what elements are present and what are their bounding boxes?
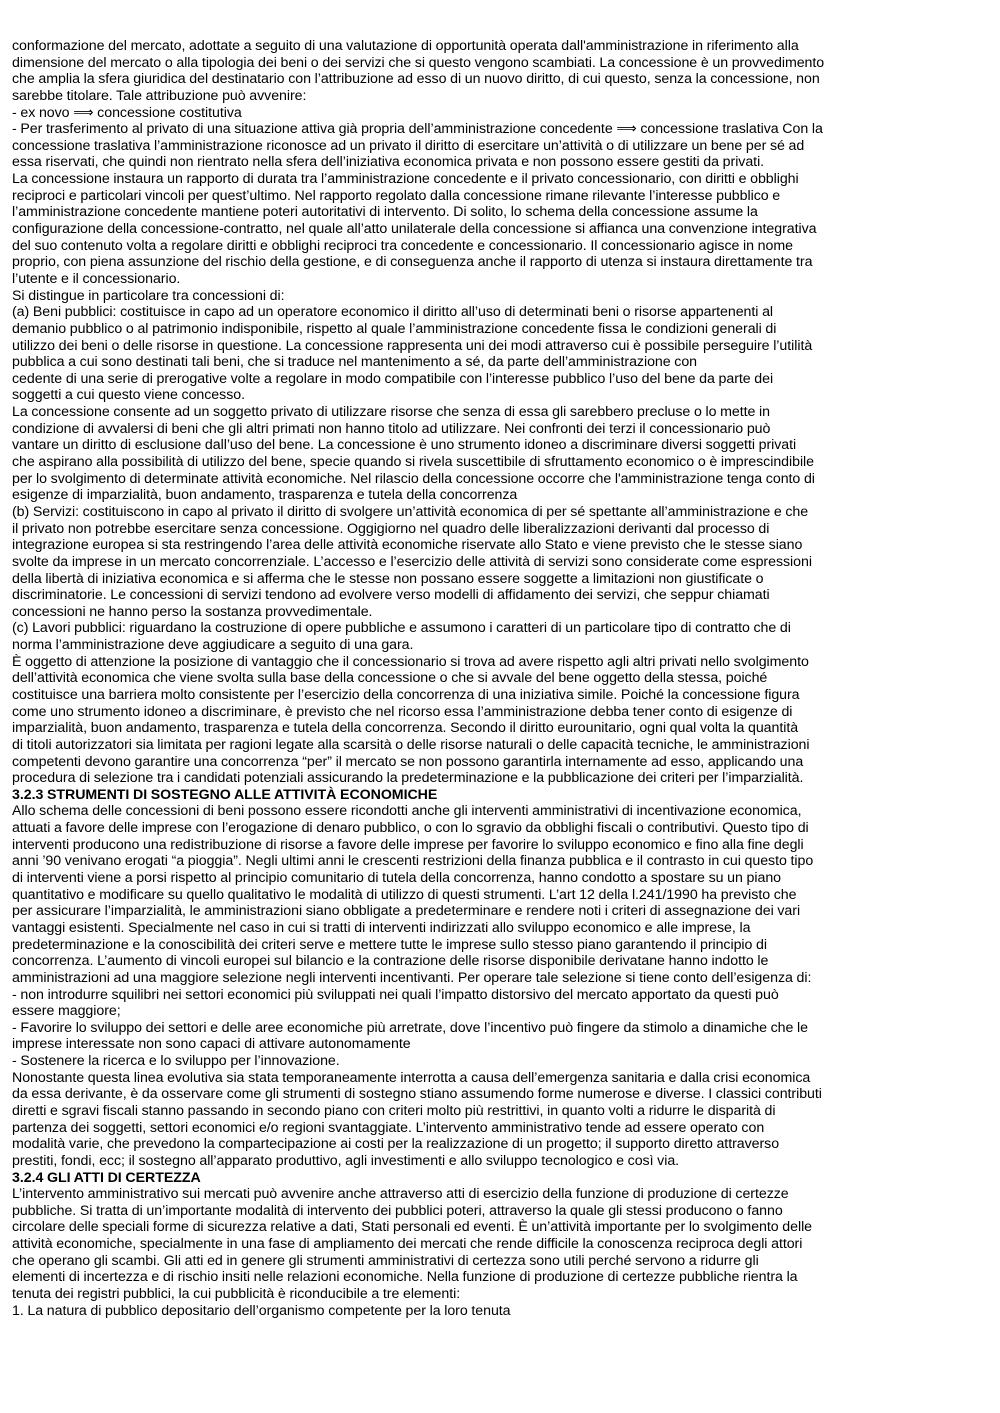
text-line: predeterminazione e la conoscibilità dei criteri serve e mettere tutte le imprese sullo stesso piano garantendo il principio di bbox=[12, 936, 767, 953]
section-heading: 3.2.4 GLI ATTI DI CERTEZZA bbox=[12, 1169, 201, 1186]
text-line: La concessione instaura un rapporto di durata tra l’amministrazione concedente e il privato concessionario, con diritti e obblighi bbox=[12, 171, 799, 188]
text-line: di interventi viene a porsi rispetto al principio comunitario di tutela della concorrenza, hanno condotto a spostare su un piano bbox=[12, 870, 782, 887]
text-line: attuati a favore delle imprese con l’erogazione di denaro pubblico, o con lo sgravio da obblighi fiscali o contributivi. Questo tipo di bbox=[12, 820, 809, 837]
text-line: pubblica a cui sono destinati tali beni, che si traduce nel mantenimento a sé, da parte dell’amministrazione con bbox=[12, 354, 698, 371]
text-line: configurazione della concessione-contratto, nel quale all’atto unilaterale della concessione si affianca una convenzione integrativa bbox=[12, 221, 817, 238]
text-line: procedura di selezione tra i candidati potenziali assicurando la predeterminazione e la pubblicazione dei criteri per l’imparzialità. bbox=[12, 770, 804, 787]
text-line: Si distingue in particolare tra concessioni di: bbox=[12, 287, 285, 304]
text-line: sarebbe titolare. Tale attribuzione può avvenire: bbox=[12, 87, 307, 104]
text-line: della libertà di iniziativa economica e si afferma che le stesse non possano essere soggette a limitazioni non giustificate o bbox=[12, 570, 764, 587]
text-line: dimensione del mercato o alla tipologia dei beni o dei servizi che si questo vengono scambiati. La concessione è un provvedimento bbox=[12, 54, 825, 71]
text-line: - ex novo ⟹ concessione costitutiva bbox=[12, 104, 242, 121]
text-line: proprio, con piena assunzione del rischio della gestione, e di conseguenza anche il rapporto di utenza si instaura direttamente tra bbox=[12, 254, 813, 271]
text-line: discriminatorie. Le concessioni di servizi tendono ad evolvere verso modelli di affidamento dei servizi, che seppur chiamati bbox=[12, 587, 770, 604]
text-line: - Per trasferimento al privato di una situazione attiva già propria dell’amministrazione concedente ⟹ concessione traslativa Con la bbox=[12, 121, 823, 138]
text-line: quantitativo e modificare su quello qualitativo le modalità di utilizzo di questi strumenti. L’art 12 della l.241/1990 ha previsto che bbox=[12, 886, 797, 903]
text-line: per lo svolgimento di determinate attività economiche. Nel rilascio della concessione occorre che l'amministrazione tenga conto di bbox=[12, 470, 815, 487]
text-line: conformazione del mercato, adottate a seguito di una valutazione di opportunità operata dall'amministrazione in riferimento alla bbox=[12, 38, 799, 54]
text-line: Nonostante questa linea evolutiva sia stata temporaneamente interrotta a causa dell’emergenza sanitaria e dalla crisi economica bbox=[12, 1069, 811, 1086]
text-line: imparzialità, buon andamento, trasparenza e tutela della concorrenza. Secondo il diritto eurounitario, ogni qual volta la quantità bbox=[12, 720, 799, 737]
text-line: La concessione consente ad un soggetto privato di utilizzare risorse che senza di essa gli sarebbero precluse o lo mette in bbox=[12, 404, 770, 421]
text-line: il privato non potrebbe esercitare senza concessione. Oggigiorno nel quadro delle liberalizzazioni derivanti dal processo di bbox=[12, 520, 770, 537]
text-line: concorrenza. L’aumento di vincoli europei sul bilancio e la contrazione delle risorse disponibile derivatane hanno indotto le bbox=[12, 953, 769, 970]
text-line: amministrazioni ad una maggiore selezione negli interventi incentivanti. Per operare tale selezione si tiene conto dell’esigenza di: bbox=[12, 969, 812, 986]
text-line: anni ’90 venivano erogati “a pioggia”. Negli ultimi anni le crescenti restrizioni della finanza pubblica e il contrasto in cui questo tipo bbox=[12, 853, 814, 870]
text-line: 1. La natura di pubblico depositario dell’organismo competente per la loro tenuta bbox=[12, 1302, 511, 1319]
text-line: che aspirano alla possibilità di utilizzo del bene, specie quando si rivela suscettibile di sfruttamento economico o è imprescindibile bbox=[12, 454, 814, 471]
text-line: norma l’amministrazione deve aggiudicare a seguito di una gara. bbox=[12, 637, 414, 654]
text-line: tenuta dei registri pubblici, la cui pubblicità è riconducibile a tre elementi: bbox=[12, 1286, 461, 1303]
text-line: che operano gli scambi. Gli atti ed in genere gli strumenti amministrativi di certezza sono utili perché servono a ridurre gli bbox=[12, 1252, 759, 1269]
text-line: vantaggi esistenti. Specialmente nel caso in cui si tratti di interventi indirizzati allo sviluppo economico e alle imprese, la bbox=[12, 919, 751, 936]
section-heading: 3.2.3 STRUMENTI DI SOSTEGNO ALLE ATTIVITÀ ECONOMICHE bbox=[12, 786, 438, 803]
text-line: integrazione europea si sta restringendo l’area delle attività economiche riservate allo Stato e viene previsto che le stesse siano bbox=[12, 537, 803, 554]
text-line: - Favorire lo sviluppo dei settori e delle aree economiche più arretrate, dove l’incentivo può fingere da stimolo a dinamiche che le bbox=[12, 1019, 808, 1036]
text-line: competenti devono garantire una concorrenza “per” il mercato se non possono garantirla internamente ad esso, applicando una bbox=[12, 753, 804, 770]
text-line: L’intervento amministrativo sui mercati può avvenire anche attraverso atti di esercizio della funzione di produzione di certezze bbox=[12, 1186, 789, 1203]
text-line: partenza dei soggetti, settori economici e/o regioni svantaggiate. L’intervento amministrativo tende ad essere operato con bbox=[12, 1119, 765, 1136]
text-line: (a) Beni pubblici: costituisce in capo ad un operatore economico il diritto all’uso di determinati beni o risorse appartenenti al bbox=[12, 304, 774, 321]
text-line: diretti e sgravi fiscali stanno passando in secondo piano con criteri molto più restrittivi, in quanto volti a ridurre le disparità di bbox=[12, 1103, 776, 1119]
text-line: pubbliche. Si tratta di un’importante modalità di intervento dei pubblici poteri, attraverso la quale gli stessi producono o fanno bbox=[12, 1202, 783, 1219]
text-line: da essa derivante, è da osservare come gli strumenti di sostegno stiano assumendo forme numerose e diverse. I classici contributi bbox=[12, 1086, 822, 1103]
document-page bbox=[12, 38, 980, 1319]
text-line: costituisce una barriera molto consistente per l’esercizio della concorrenza di una iniziativa simile. Poiché la concessione figura bbox=[12, 686, 800, 703]
text-line: modalità varie, che prevedono la compartecipazione ai costi per la realizzazione di un progetto; il supporto diretto attraverso bbox=[12, 1136, 780, 1153]
text-line: attività economiche, specialmente in una fase di ampliamento dei mercati che rende difficile la conoscenza reciproca degli attori bbox=[12, 1236, 803, 1253]
text-line: come uno strumento idoneo a discriminare, è previsto che nel ricorso essa l’amministrazione debba tener conto di esigenze di bbox=[12, 703, 793, 720]
text-line: soggetti a cui questo viene concesso. bbox=[12, 387, 245, 404]
text-line: interventi producono una redistribuzione di risorse a favore delle imprese per favorire lo sviluppo economico e fino alla fine degli bbox=[12, 836, 804, 853]
text-line: (b) Servizi: costituiscono in capo al privato il diritto di svolgere un’attività economica di per sé spettante all’amministrazione e che bbox=[12, 503, 809, 520]
text-line: elementi di incertezza e di rischio insiti nelle relazioni economiche. Nella funzione di produzione di certezze pubbliche rientra la bbox=[12, 1269, 798, 1286]
text-line: essa riservati, che quindi non rientrato nella sfera dell’iniziativa economica privata e non possono essere gestiti da privati. bbox=[12, 154, 765, 171]
text-line: dell’attività economica che viene svolta sulla base della concessione o che si avvale del bene oggetto della stessa, poiché bbox=[12, 670, 768, 687]
text-line: reciproci e particolari vincoli per quest’ultimo. Nel rapporto regolato dalla concessione rimane rilevante l’interesse pubblico e bbox=[12, 187, 781, 204]
text-line: svolte da imprese in un mercato concorrenziale. L’accesso e l’esercizio delle attività di servizi sono considerate come espressioni bbox=[12, 553, 812, 570]
text-line: l’amministrazione concedente mantiene poteri autoritativi di intervento. Di solito, lo schema della concessione assume la bbox=[12, 204, 758, 221]
text-line: circolare delle speciali forme di sicurezza relative a dati, Stati personali ed eventi. È un’attività importante per lo svolgimento delle bbox=[12, 1219, 813, 1236]
text-line: per assicurare l’imparzialità, le amministrazioni siano obbligate a predeterminare e rendere noti i criteri di assegnazione dei vari bbox=[12, 903, 801, 920]
text-line: È oggetto di attenzione la posizione di vantaggio che il concessionario si trova ad avere rispetto agli altri privati nello svolgimento bbox=[12, 653, 809, 670]
text-line: l’utente e il concessionario. bbox=[12, 270, 181, 287]
text-line: utilizzo dei beni o delle risorse in questione. La concessione rappresenta uni dei modi attraverso cui è possibile perseguire l’utilità bbox=[12, 337, 813, 354]
text-line: del suo contenuto volta a regolare diritti e obblighi reciproci tra concedente e concessionario. Il concessionario agisce in nome bbox=[12, 237, 793, 254]
text-line: vantare un diritto di esclusione dall’uso del bene. La concessione è uno strumento idoneo a discriminare diversi soggetti privati bbox=[12, 437, 797, 454]
text-line: imprese interessate non sono capaci di attivare autonomamente bbox=[12, 1036, 411, 1053]
text-line: di titoli autorizzatori sia limitata per ragioni legate alla scarsità o delle risorse naturali o delle capacità tecniche, le amministrazioni bbox=[12, 736, 810, 753]
text-line: cedente di una serie di prerogative volte a regolare in modo compatibile con l’interesse pubblico l’uso del bene da parte dei bbox=[12, 370, 774, 387]
text-line: (c) Lavori pubblici: riguardano la costruzione di opere pubbliche e assumono i caratteri di un particolare tipo di contratto che di bbox=[12, 620, 791, 637]
text-line: essere maggiore; bbox=[12, 1003, 121, 1020]
text-line: demanio pubblico o al patrimonio indisponibile, rispetto al quale l’amministrazione concedente fissa le condizioni generali di bbox=[12, 320, 777, 337]
text-line: Allo schema delle concessioni di beni possono essere ricondotti anche gli interventi amministrativi di incentivazione economica, bbox=[12, 803, 802, 820]
text-line: esigenze di imparzialità, buon andamento, trasparenza e tutela della concorrenza bbox=[12, 487, 518, 504]
text-line: concessione traslativa l’amministrazione riconosce ad un privato il diritto di esercitare un’attività o di utilizzare un bene per sé ad bbox=[12, 137, 805, 154]
text-line: che amplia la sfera giuridica del destinatario con l’attribuzione ad esso di un nuovo diritto, di cui questo, senza la concessione, non bbox=[12, 71, 820, 88]
text-line: prestiti, fondi, ecc; il sostegno all’apparato produttivo, agli investimenti e allo sviluppo tecnologico e così via. bbox=[12, 1152, 680, 1169]
text-line: concessioni ne hanno perso la sostanza provvedimentale. bbox=[12, 603, 373, 620]
text-line: condizione di avvalersi di beni che gli altri primati non hanno titolo ad utilizzare. Nei confronti dei terzi il concessionario può bbox=[12, 420, 771, 437]
text-line: - non introdurre squilibri nei settori economici più sviluppati nei quali l’impatto distorsivo del mercato apportato da questi può bbox=[12, 986, 779, 1003]
text-line: - Sostenere la ricerca e lo sviluppo per l’innovazione. bbox=[12, 1053, 340, 1070]
